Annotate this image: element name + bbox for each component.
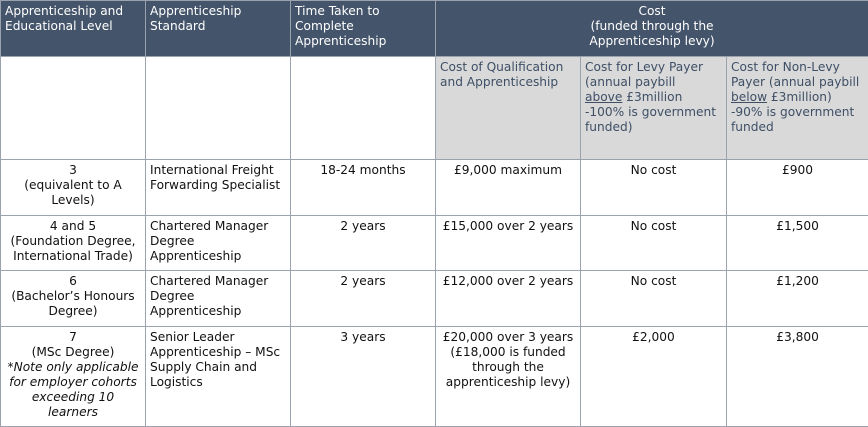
level-description: (Bachelor’s Honours Degree) [5,289,141,319]
level-number: 4 and 5 [5,219,141,234]
header-cost [436,1,868,57]
table-row [1,216,868,271]
subheader-empty-1 [1,57,146,160]
nonlevy-funding: -90% is government funded [731,105,854,134]
nonlevy-threshold: £3million) [767,90,832,104]
standard-cell: Chartered Manager Degree Apprenticeship [146,271,291,327]
subheader-empty-2 [146,57,291,160]
time-cell: 2 years [291,216,436,271]
subheader-empty-3 [291,57,436,160]
standard-cell: Senior Leader Apprenticeship – MSc Supply Chain and Logistics [146,327,291,427]
levy-underlined: above [585,90,622,104]
nonlevy-title: Cost for Non-Levy Payer (annual paybill [731,60,859,89]
header-cost-line2: (funded through the [440,19,864,34]
level-description: (MSc Degree) [5,345,141,360]
level-cell [1,160,146,216]
header-time: Time Taken to Complete Apprenticeship [291,1,436,57]
nonlevy-cell: £1,200 [727,271,868,327]
header-row [1,1,868,57]
nonlevy-cell: £900 [727,160,868,216]
standard-cell: International Freight Forwarding Specialist [146,160,291,216]
level-cell [1,216,146,271]
subheader-non-levy-payer [727,57,868,160]
header-cost-line1: Cost [440,4,864,19]
cost-cell: £12,000 over 2 years [436,271,581,327]
levy-threshold: £3million [622,90,682,104]
levy-cell: No cost [581,160,727,216]
time-cell: 18-24 months [291,160,436,216]
level-note: *Note only applicable for employer cohorts exceeding 10 learners [5,360,141,420]
subheader-qualification: Cost of Qualification and Apprenticeship [436,57,581,160]
levy-cell: No cost [581,216,727,271]
level-number: 3 [5,163,141,178]
time-cell: 2 years [291,271,436,327]
levy-funding: -100% is government funded) [585,105,716,134]
level-description: (equivalent to A Levels) [5,178,141,208]
time-cell: 3 years [291,327,436,427]
table-row [1,327,868,427]
subheader-levy-payer [581,57,727,160]
cost-cell: £9,000 maximum [436,160,581,216]
level-cell [1,271,146,327]
subheader-row [1,57,868,160]
level-number: 6 [5,274,141,289]
cost-cell: £15,000 over 2 years [436,216,581,271]
levy-title: Cost for Levy Payer (annual paybill [585,60,703,89]
table-row [1,160,868,216]
level-cell [1,327,146,427]
header-cost-line3: Apprenticeship levy) [440,34,864,49]
header-level: Apprenticeship and Educational Level [1,1,146,57]
table-row [1,271,868,327]
level-number: 7 [5,330,141,345]
nonlevy-cell: £3,800 [727,327,868,427]
cost-note: (£18,000 is funded through the apprenticeship levy) [440,345,576,390]
levy-cell: £2,000 [581,327,727,427]
nonlevy-cell: £1,500 [727,216,868,271]
cost-cell [436,327,581,427]
cost-value: £20,000 over 3 years [440,330,576,345]
header-standard: Apprenticeship Standard [146,1,291,57]
nonlevy-underlined: below [731,90,767,104]
standard-cell: Chartered Manager Degree Apprenticeship [146,216,291,271]
level-description: (Foundation Degree, International Trade) [5,234,141,264]
levy-cell: No cost [581,271,727,327]
